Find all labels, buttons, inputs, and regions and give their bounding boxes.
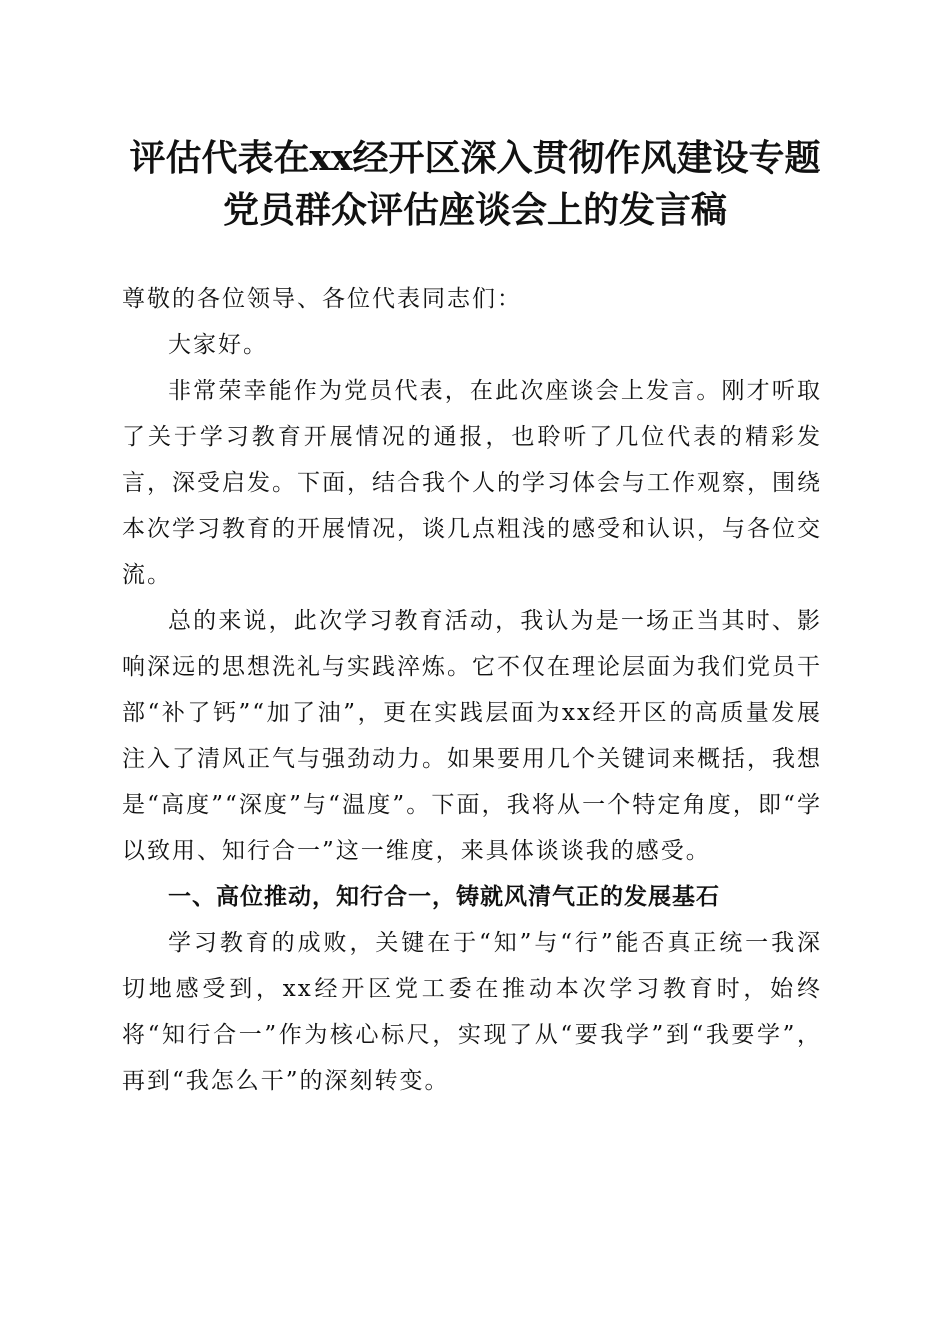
greeting: 大家好。 [168,332,268,358]
document-body [122,276,822,1104]
title-line-1: 评估代表在xx经开区深入贯彻作风建设专题 [129,137,821,179]
salutation: 尊敬的各位领导、各位代表同志们： [122,286,522,312]
paragraph-2: 总的来说，此次学习教育活动，我认为是一场正当其时、影响深远的思想洗礼与实践淬炼。它不仅在理论层面为我们党员干部“补了钙”“加了油”，更在实践层面为xx经开区的高质量发展注入了清风正气与强劲动力。如果要用几个关键词来概括，我想是“高度”“深度”与“温度”。下面，我将从一个特定角度，即“学以致用、知行合一”这一维度，来具体谈谈我的感受。 [122,608,822,864]
title-line-2: 党员群众评估座谈会上的发言稿 [222,189,727,231]
paragraph-1: 非常荣幸能作为党员代表，在此次座谈会上发言。刚才听取了关于学习教育开展情况的通报，也聆听了几位代表的精彩发言，深受启发。下面，结合我个人的学习体会与工作观察，围绕本次学习教育的开展情况，谈几点粗浅的感受和认识，与各位交流。 [122,378,822,588]
section-heading-1: 一、高位推动，知行合一，铸就风清气正的发展基石 [168,884,720,910]
document-title [100,132,850,236]
paragraph-3: 学习教育的成败，关键在于“知”与“行”能否真正统一我深切地感受到，xx经开区党工委在推动本次学习教育时，始终将“知行合一”作为核心标尺，实现了从“要我学”到“我要学”，再到“我怎么干”的深刻转变。 [122,930,822,1094]
